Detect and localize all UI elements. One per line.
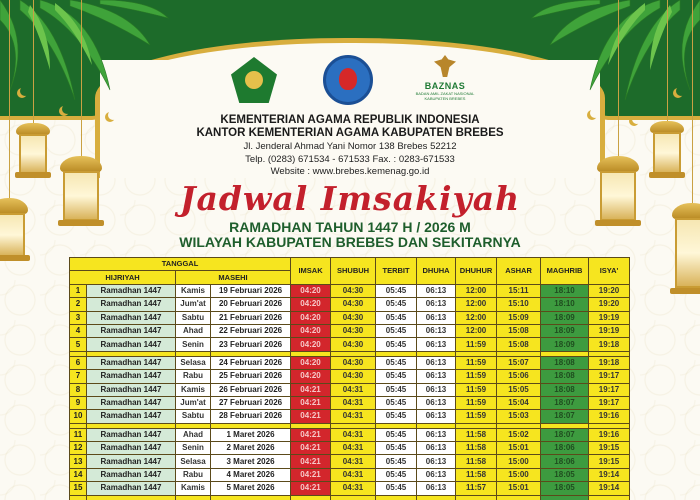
cell-day: Sabtu xyxy=(176,311,211,324)
cell-no: 4 xyxy=(70,324,87,337)
cell-day: Selasa xyxy=(176,356,211,369)
cell-no: 13 xyxy=(70,455,87,468)
cell-shubuh: 04:30 xyxy=(331,370,376,383)
cell-masehi: 20 Februari 2026 xyxy=(211,298,291,311)
cell-masehi: 22 Februari 2026 xyxy=(211,324,291,337)
header-imsak: IMSAK xyxy=(291,258,331,285)
cell-maghrib: 18:06 xyxy=(541,455,589,468)
cell-imsak: 04:21 xyxy=(291,396,331,409)
table-row xyxy=(70,482,630,495)
cell-imsak: 04:20 xyxy=(291,324,331,337)
cell-no: 1 xyxy=(70,284,87,297)
cell-dhuha: 06:13 xyxy=(417,396,456,409)
cell-shubuh: 04:31 xyxy=(331,482,376,495)
header-dhuha: DHUHA xyxy=(417,258,456,285)
cell-day: Ahad xyxy=(176,324,211,337)
cell-isya: 19:19 xyxy=(589,324,630,337)
cell-ashar: 15:10 xyxy=(497,298,541,311)
cell-imsak: 04:21 xyxy=(291,383,331,396)
table-row xyxy=(70,338,630,351)
header-dhuhur: DHUHUR xyxy=(456,258,497,285)
cell-masehi: 28 Februari 2026 xyxy=(211,410,291,423)
cell-dhuha: 06:13 xyxy=(417,370,456,383)
cell-terbit: 05:45 xyxy=(376,356,417,369)
cell-ashar: 15:11 xyxy=(497,284,541,297)
cell-hijriyah: Ramadhan 1447 xyxy=(87,338,176,351)
cell-ashar: 15:04 xyxy=(497,396,541,409)
cell-maghrib: 18:07 xyxy=(541,410,589,423)
logo-row xyxy=(225,55,485,110)
cell-hijriyah: Ramadhan 1447 xyxy=(87,482,176,495)
table-row xyxy=(70,356,630,369)
cell-terbit: 05:45 xyxy=(376,482,417,495)
cell-dhuha: 06:13 xyxy=(417,455,456,468)
header-shubuh: SHUBUH xyxy=(331,258,376,285)
cell-maghrib: 18:08 xyxy=(541,356,589,369)
table-row xyxy=(70,298,630,311)
header-ashar: ASHAR xyxy=(497,258,541,285)
cell-imsak: 04:21 xyxy=(291,442,331,455)
cell-shubuh: 04:31 xyxy=(331,396,376,409)
table-row xyxy=(70,468,630,481)
cell-terbit: 05:45 xyxy=(376,410,417,423)
cell-isya: 19:17 xyxy=(589,396,630,409)
cell-isya: 19:19 xyxy=(589,311,630,324)
cell-imsak: 04:20 xyxy=(291,338,331,351)
cell-day: Rabu xyxy=(176,370,211,383)
baznas-subtitle: BADAN AMIL ZAKAT NASIONAL xyxy=(415,91,475,96)
cell-hijriyah: Ramadhan 1447 xyxy=(87,410,176,423)
cell-dhuhur: 12:00 xyxy=(456,324,497,337)
cell-hijriyah: Ramadhan 1447 xyxy=(87,455,176,468)
table-row xyxy=(70,383,630,396)
cell-hijriyah: Ramadhan 1447 xyxy=(87,383,176,396)
week-separator-row xyxy=(70,495,630,500)
header-maghrib: MAGHRIB xyxy=(541,258,589,285)
cell-maghrib: 18:09 xyxy=(541,311,589,324)
cell-hijriyah: Ramadhan 1447 xyxy=(87,428,176,441)
cell-dhuha: 06:13 xyxy=(417,284,456,297)
cell-dhuha: 06:13 xyxy=(417,468,456,481)
cell-terbit: 05:45 xyxy=(376,383,417,396)
imsakiyah-schedule-table xyxy=(69,257,630,500)
header-masehi: MASEHI xyxy=(176,271,291,284)
cell-terbit: 05:45 xyxy=(376,284,417,297)
cell-masehi: 2 Maret 2026 xyxy=(211,442,291,455)
cell-no: 15 xyxy=(70,482,87,495)
cell-shubuh: 04:30 xyxy=(331,298,376,311)
subtitle-region: WILAYAH KABUPATEN BREBES DAN SEKITARNYA xyxy=(179,234,521,250)
cell-day: Kamis xyxy=(176,482,211,495)
header-isya: ISYA' xyxy=(589,258,630,285)
table-row xyxy=(70,442,630,455)
cell-day: Rabu xyxy=(176,468,211,481)
cell-masehi: 27 Februari 2026 xyxy=(211,396,291,409)
cell-isya: 19:16 xyxy=(589,410,630,423)
cell-hijriyah: Ramadhan 1447 xyxy=(87,356,176,369)
kemenag-logo-icon xyxy=(231,57,277,103)
cell-day: Selasa xyxy=(176,455,211,468)
cell-masehi: 3 Maret 2026 xyxy=(211,455,291,468)
cell-terbit: 05:45 xyxy=(376,468,417,481)
cell-hijriyah: Ramadhan 1447 xyxy=(87,396,176,409)
table-row xyxy=(70,455,630,468)
table-row xyxy=(70,428,630,441)
cell-hijriyah: Ramadhan 1447 xyxy=(87,324,176,337)
cell-shubuh: 04:31 xyxy=(331,428,376,441)
cell-dhuhur: 12:00 xyxy=(456,298,497,311)
cell-imsak: 04:21 xyxy=(291,410,331,423)
cell-day: Senin xyxy=(176,442,211,455)
cell-maghrib: 18:06 xyxy=(541,442,589,455)
cell-shubuh: 04:31 xyxy=(331,410,376,423)
cell-dhuhur: 11:59 xyxy=(456,410,497,423)
cell-hijriyah: Ramadhan 1447 xyxy=(87,370,176,383)
cell-masehi: 21 Februari 2026 xyxy=(211,311,291,324)
cell-day: Jum'at xyxy=(176,298,211,311)
cell-hijriyah: Ramadhan 1447 xyxy=(87,298,176,311)
cell-isya: 19:17 xyxy=(589,383,630,396)
garuda-icon xyxy=(434,55,456,77)
cell-masehi: 5 Maret 2026 xyxy=(211,482,291,495)
cell-imsak: 04:21 xyxy=(291,468,331,481)
cell-dhuha: 06:13 xyxy=(417,428,456,441)
cell-dhuhur: 12:00 xyxy=(456,284,497,297)
cell-dhuhur: 11:59 xyxy=(456,338,497,351)
cell-dhuhur: 11:59 xyxy=(456,356,497,369)
table-row xyxy=(70,324,630,337)
cell-no: 10 xyxy=(70,410,87,423)
cell-isya: 19:15 xyxy=(589,442,630,455)
cell-terbit: 05:45 xyxy=(376,370,417,383)
cell-ashar: 15:02 xyxy=(497,428,541,441)
cell-isya: 19:20 xyxy=(589,284,630,297)
cell-masehi: 26 Februari 2026 xyxy=(211,383,291,396)
cell-terbit: 05:45 xyxy=(376,311,417,324)
cell-hijriyah: Ramadhan 1447 xyxy=(87,311,176,324)
cell-maghrib: 18:08 xyxy=(541,370,589,383)
cell-isya: 19:20 xyxy=(589,298,630,311)
baznas-logo xyxy=(405,55,485,105)
cell-maghrib: 18:09 xyxy=(541,338,589,351)
cell-no: 6 xyxy=(70,356,87,369)
cell-hijriyah: Ramadhan 1447 xyxy=(87,284,176,297)
table-row xyxy=(70,410,630,423)
cell-masehi: 25 Februari 2026 xyxy=(211,370,291,383)
cell-dhuhur: 11:59 xyxy=(456,396,497,409)
cell-ashar: 15:00 xyxy=(497,455,541,468)
cell-dhuhur: 12:00 xyxy=(456,311,497,324)
cell-day: Kamis xyxy=(176,383,211,396)
cell-imsak: 04:20 xyxy=(291,298,331,311)
cell-no: 5 xyxy=(70,338,87,351)
cell-dhuhur: 11:58 xyxy=(456,442,497,455)
cell-ashar: 15:01 xyxy=(497,442,541,455)
cell-imsak: 04:21 xyxy=(291,428,331,441)
cell-dhuha: 06:13 xyxy=(417,324,456,337)
cell-imsak: 04:20 xyxy=(291,284,331,297)
cell-isya: 19:18 xyxy=(589,356,630,369)
header-tanggal: TANGGAL xyxy=(70,258,291,271)
cell-masehi: 4 Maret 2026 xyxy=(211,468,291,481)
cell-dhuhur: 11:59 xyxy=(456,370,497,383)
cell-shubuh: 04:30 xyxy=(331,324,376,337)
cell-hijriyah: Ramadhan 1447 xyxy=(87,468,176,481)
cell-day: Senin xyxy=(176,338,211,351)
page-title: Jadwal Imsakiyah xyxy=(179,179,521,218)
brebes-regency-logo-icon xyxy=(323,55,373,105)
cell-ashar: 15:01 xyxy=(497,482,541,495)
cell-shubuh: 04:31 xyxy=(331,442,376,455)
address: Jl. Jenderal Ahmad Yani Nomor 138 Brebes 52212 xyxy=(243,141,457,152)
cell-day: Jum'at xyxy=(176,396,211,409)
cell-maghrib: 18:05 xyxy=(541,468,589,481)
cell-dhuha: 06:13 xyxy=(417,442,456,455)
cell-no: 9 xyxy=(70,396,87,409)
cell-maghrib: 18:10 xyxy=(541,298,589,311)
table-row xyxy=(70,370,630,383)
cell-ashar: 15:03 xyxy=(497,410,541,423)
cell-ashar: 15:07 xyxy=(497,356,541,369)
cell-shubuh: 04:30 xyxy=(331,356,376,369)
cell-isya: 19:15 xyxy=(589,455,630,468)
cell-no: 11 xyxy=(70,428,87,441)
cell-imsak: 04:21 xyxy=(291,482,331,495)
cell-ashar: 15:09 xyxy=(497,311,541,324)
cell-masehi: 1 Maret 2026 xyxy=(211,428,291,441)
cell-maghrib: 18:07 xyxy=(541,396,589,409)
cell-no: 14 xyxy=(70,468,87,481)
cell-dhuha: 06:13 xyxy=(417,482,456,495)
phone-fax: Telp. (0283) 671534 - 671533 Fax. : 0283-671533 xyxy=(245,154,455,165)
website: Website : www.brebes.kemenag.go.id xyxy=(270,166,430,177)
header-hijriyah: HIJRIYAH xyxy=(70,271,176,284)
cell-ashar: 15:05 xyxy=(497,383,541,396)
cell-day: Sabtu xyxy=(176,410,211,423)
table-row xyxy=(70,311,630,324)
cell-maghrib: 18:08 xyxy=(541,383,589,396)
cell-ashar: 15:06 xyxy=(497,370,541,383)
cell-masehi: 24 Februari 2026 xyxy=(211,356,291,369)
cell-day: Kamis xyxy=(176,284,211,297)
cell-dhuha: 06:13 xyxy=(417,298,456,311)
cell-imsak: 04:20 xyxy=(291,356,331,369)
cell-no: 7 xyxy=(70,370,87,383)
cell-dhuhur: 11:58 xyxy=(456,468,497,481)
cell-dhuhur: 11:57 xyxy=(456,482,497,495)
cell-terbit: 05:45 xyxy=(376,455,417,468)
cell-ashar: 15:00 xyxy=(497,468,541,481)
cell-maghrib: 18:07 xyxy=(541,428,589,441)
cell-dhuhur: 11:58 xyxy=(456,428,497,441)
cell-terbit: 05:45 xyxy=(376,442,417,455)
cell-masehi: 19 Februari 2026 xyxy=(211,284,291,297)
cell-isya: 19:17 xyxy=(589,370,630,383)
cell-dhuha: 06:13 xyxy=(417,338,456,351)
cell-imsak: 04:20 xyxy=(291,370,331,383)
header-terbit: TERBIT xyxy=(376,258,417,285)
cell-terbit: 05:45 xyxy=(376,396,417,409)
cell-shubuh: 04:31 xyxy=(331,468,376,481)
cell-dhuha: 06:13 xyxy=(417,383,456,396)
cell-no: 3 xyxy=(70,311,87,324)
cell-dhuhur: 11:59 xyxy=(456,383,497,396)
table-row xyxy=(70,396,630,409)
cell-imsak: 04:21 xyxy=(291,455,331,468)
table-row xyxy=(70,284,630,297)
baznas-name: BAZNAS xyxy=(424,81,466,91)
cell-isya: 19:14 xyxy=(589,468,630,481)
cell-imsak: 04:20 xyxy=(291,311,331,324)
cell-ashar: 15:08 xyxy=(497,324,541,337)
cell-no: 12 xyxy=(70,442,87,455)
cell-shubuh: 04:31 xyxy=(331,455,376,468)
cell-no: 2 xyxy=(70,298,87,311)
cell-shubuh: 04:30 xyxy=(331,311,376,324)
cell-day: Ahad xyxy=(176,428,211,441)
cell-hijriyah: Ramadhan 1447 xyxy=(87,442,176,455)
cell-terbit: 05:45 xyxy=(376,428,417,441)
org-line-office: KANTOR KEMENTERIAN AGAMA KABUPATEN BREBES xyxy=(196,127,504,139)
cell-shubuh: 04:30 xyxy=(331,284,376,297)
cell-isya: 19:18 xyxy=(589,338,630,351)
cell-dhuha: 06:13 xyxy=(417,356,456,369)
cell-terbit: 05:45 xyxy=(376,338,417,351)
cell-no: 8 xyxy=(70,383,87,396)
cell-isya: 19:16 xyxy=(589,428,630,441)
cell-ashar: 15:08 xyxy=(497,338,541,351)
cell-dhuhur: 11:58 xyxy=(456,455,497,468)
cell-shubuh: 04:30 xyxy=(331,338,376,351)
cell-terbit: 05:45 xyxy=(376,298,417,311)
cell-maghrib: 18:10 xyxy=(541,284,589,297)
org-line-ministry: KEMENTERIAN AGAMA REPUBLIK INDONESIA xyxy=(220,114,480,126)
cell-maghrib: 18:05 xyxy=(541,482,589,495)
cell-isya: 19:14 xyxy=(589,482,630,495)
cell-shubuh: 04:31 xyxy=(331,383,376,396)
cell-dhuha: 06:13 xyxy=(417,410,456,423)
cell-maghrib: 18:09 xyxy=(541,324,589,337)
cell-terbit: 05:45 xyxy=(376,324,417,337)
cell-dhuha: 06:13 xyxy=(417,311,456,324)
baznas-subtitle-2: KABUPATEN BREBES xyxy=(424,96,466,101)
cell-masehi: 23 Februari 2026 xyxy=(211,338,291,351)
subtitle-year: RAMADHAN TAHUN 1447 H / 2026 M xyxy=(229,219,471,235)
